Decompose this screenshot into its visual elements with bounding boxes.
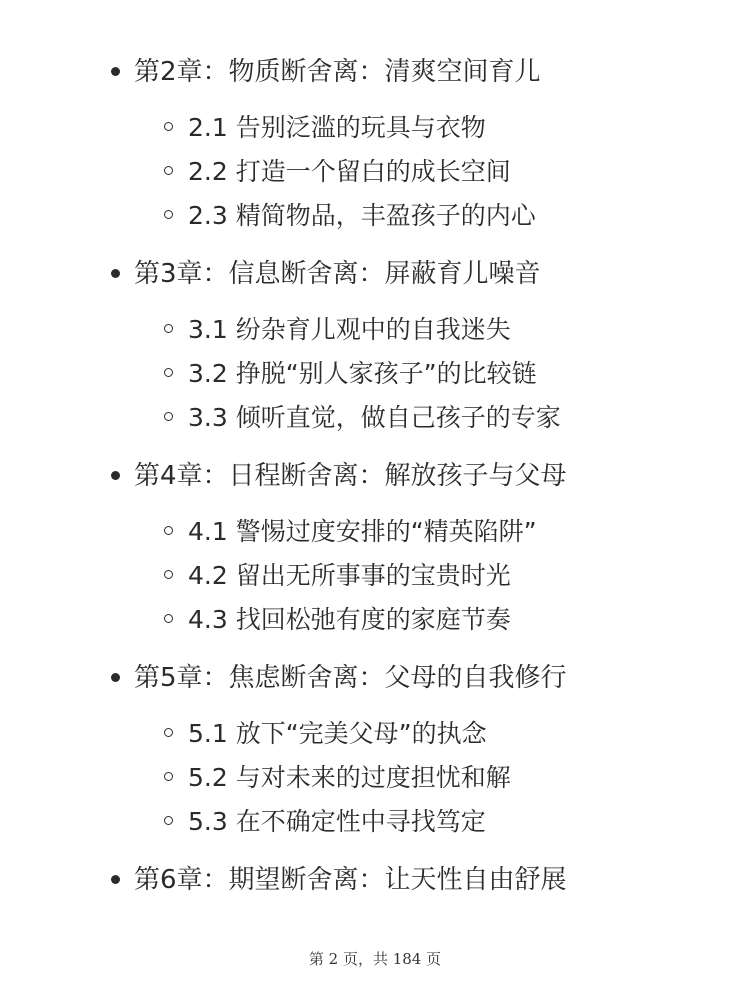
section-title: 2.1 告别泛滥的玩具与衣物 [188, 113, 486, 142]
hollow-bullet-icon [164, 728, 173, 737]
section-item [188, 714, 487, 754]
section-item [188, 152, 511, 192]
hollow-bullet-icon [164, 166, 173, 175]
section-item [188, 758, 511, 798]
section-item [188, 398, 561, 438]
chapter-title: 第2章：物质断舍离：清爽空间育儿 [134, 57, 541, 87]
hollow-bullet-icon [164, 324, 173, 333]
chapter-item [134, 658, 567, 698]
filled-bullet-icon [111, 269, 120, 278]
hollow-bullet-icon [164, 368, 173, 377]
hollow-bullet-icon [164, 614, 173, 623]
section-title: 5.1 放下“完美父母”的执念 [188, 719, 487, 748]
section-title: 4.2 留出无所事事的宝贵时光 [188, 561, 511, 590]
hollow-bullet-icon [164, 816, 173, 825]
hollow-bullet-icon [164, 526, 173, 535]
section-title: 3.1 纷杂育儿观中的自我迷失 [188, 315, 511, 344]
section-title: 2.2 打造一个留白的成长空间 [188, 157, 511, 186]
section-item [188, 556, 511, 596]
filled-bullet-icon [111, 673, 120, 682]
section-item [188, 354, 537, 394]
hollow-bullet-icon [164, 122, 173, 131]
chapter-item [134, 52, 541, 92]
section-title: 3.2 挣脱“别人家孩子”的比较链 [188, 359, 537, 388]
section-title: 4.3 找回松弛有度的家庭节奏 [188, 605, 511, 634]
section-item [188, 802, 486, 842]
section-title: 4.1 警惕过度安排的“精英陷阱” [188, 517, 537, 546]
chapter-title: 第6章：期望断舍离：让天性自由舒展 [134, 865, 567, 895]
section-item [188, 512, 537, 552]
filled-bullet-icon [111, 471, 120, 480]
chapter-title: 第4章：日程断舍离：解放孩子与父母 [134, 461, 567, 491]
section-title: 5.3 在不确定性中寻找笃定 [188, 807, 486, 836]
chapter-item [134, 860, 567, 900]
section-item [188, 600, 511, 640]
hollow-bullet-icon [164, 772, 173, 781]
hollow-bullet-icon [164, 570, 173, 579]
section-title: 5.2 与对未来的过度担忧和解 [188, 763, 511, 792]
section-item [188, 310, 511, 350]
hollow-bullet-icon [164, 412, 173, 421]
page-number-footer: 第 2 页，共 184 页 [308, 950, 442, 968]
chapter-title: 第5章：焦虑断舍离：父母的自我修行 [134, 663, 567, 693]
section-item [188, 196, 536, 236]
filled-bullet-icon [111, 875, 120, 884]
hollow-bullet-icon [164, 210, 173, 219]
chapter-item [134, 254, 541, 294]
section-title: 3.3 倾听直觉，做自己孩子的专家 [188, 403, 561, 432]
section-item [188, 108, 486, 148]
chapter-item [134, 456, 567, 496]
chapter-title: 第3章：信息断舍离：屏蔽育儿噪音 [134, 259, 541, 289]
section-title: 2.3 精简物品，丰盈孩子的内心 [188, 201, 536, 230]
filled-bullet-icon [111, 67, 120, 76]
